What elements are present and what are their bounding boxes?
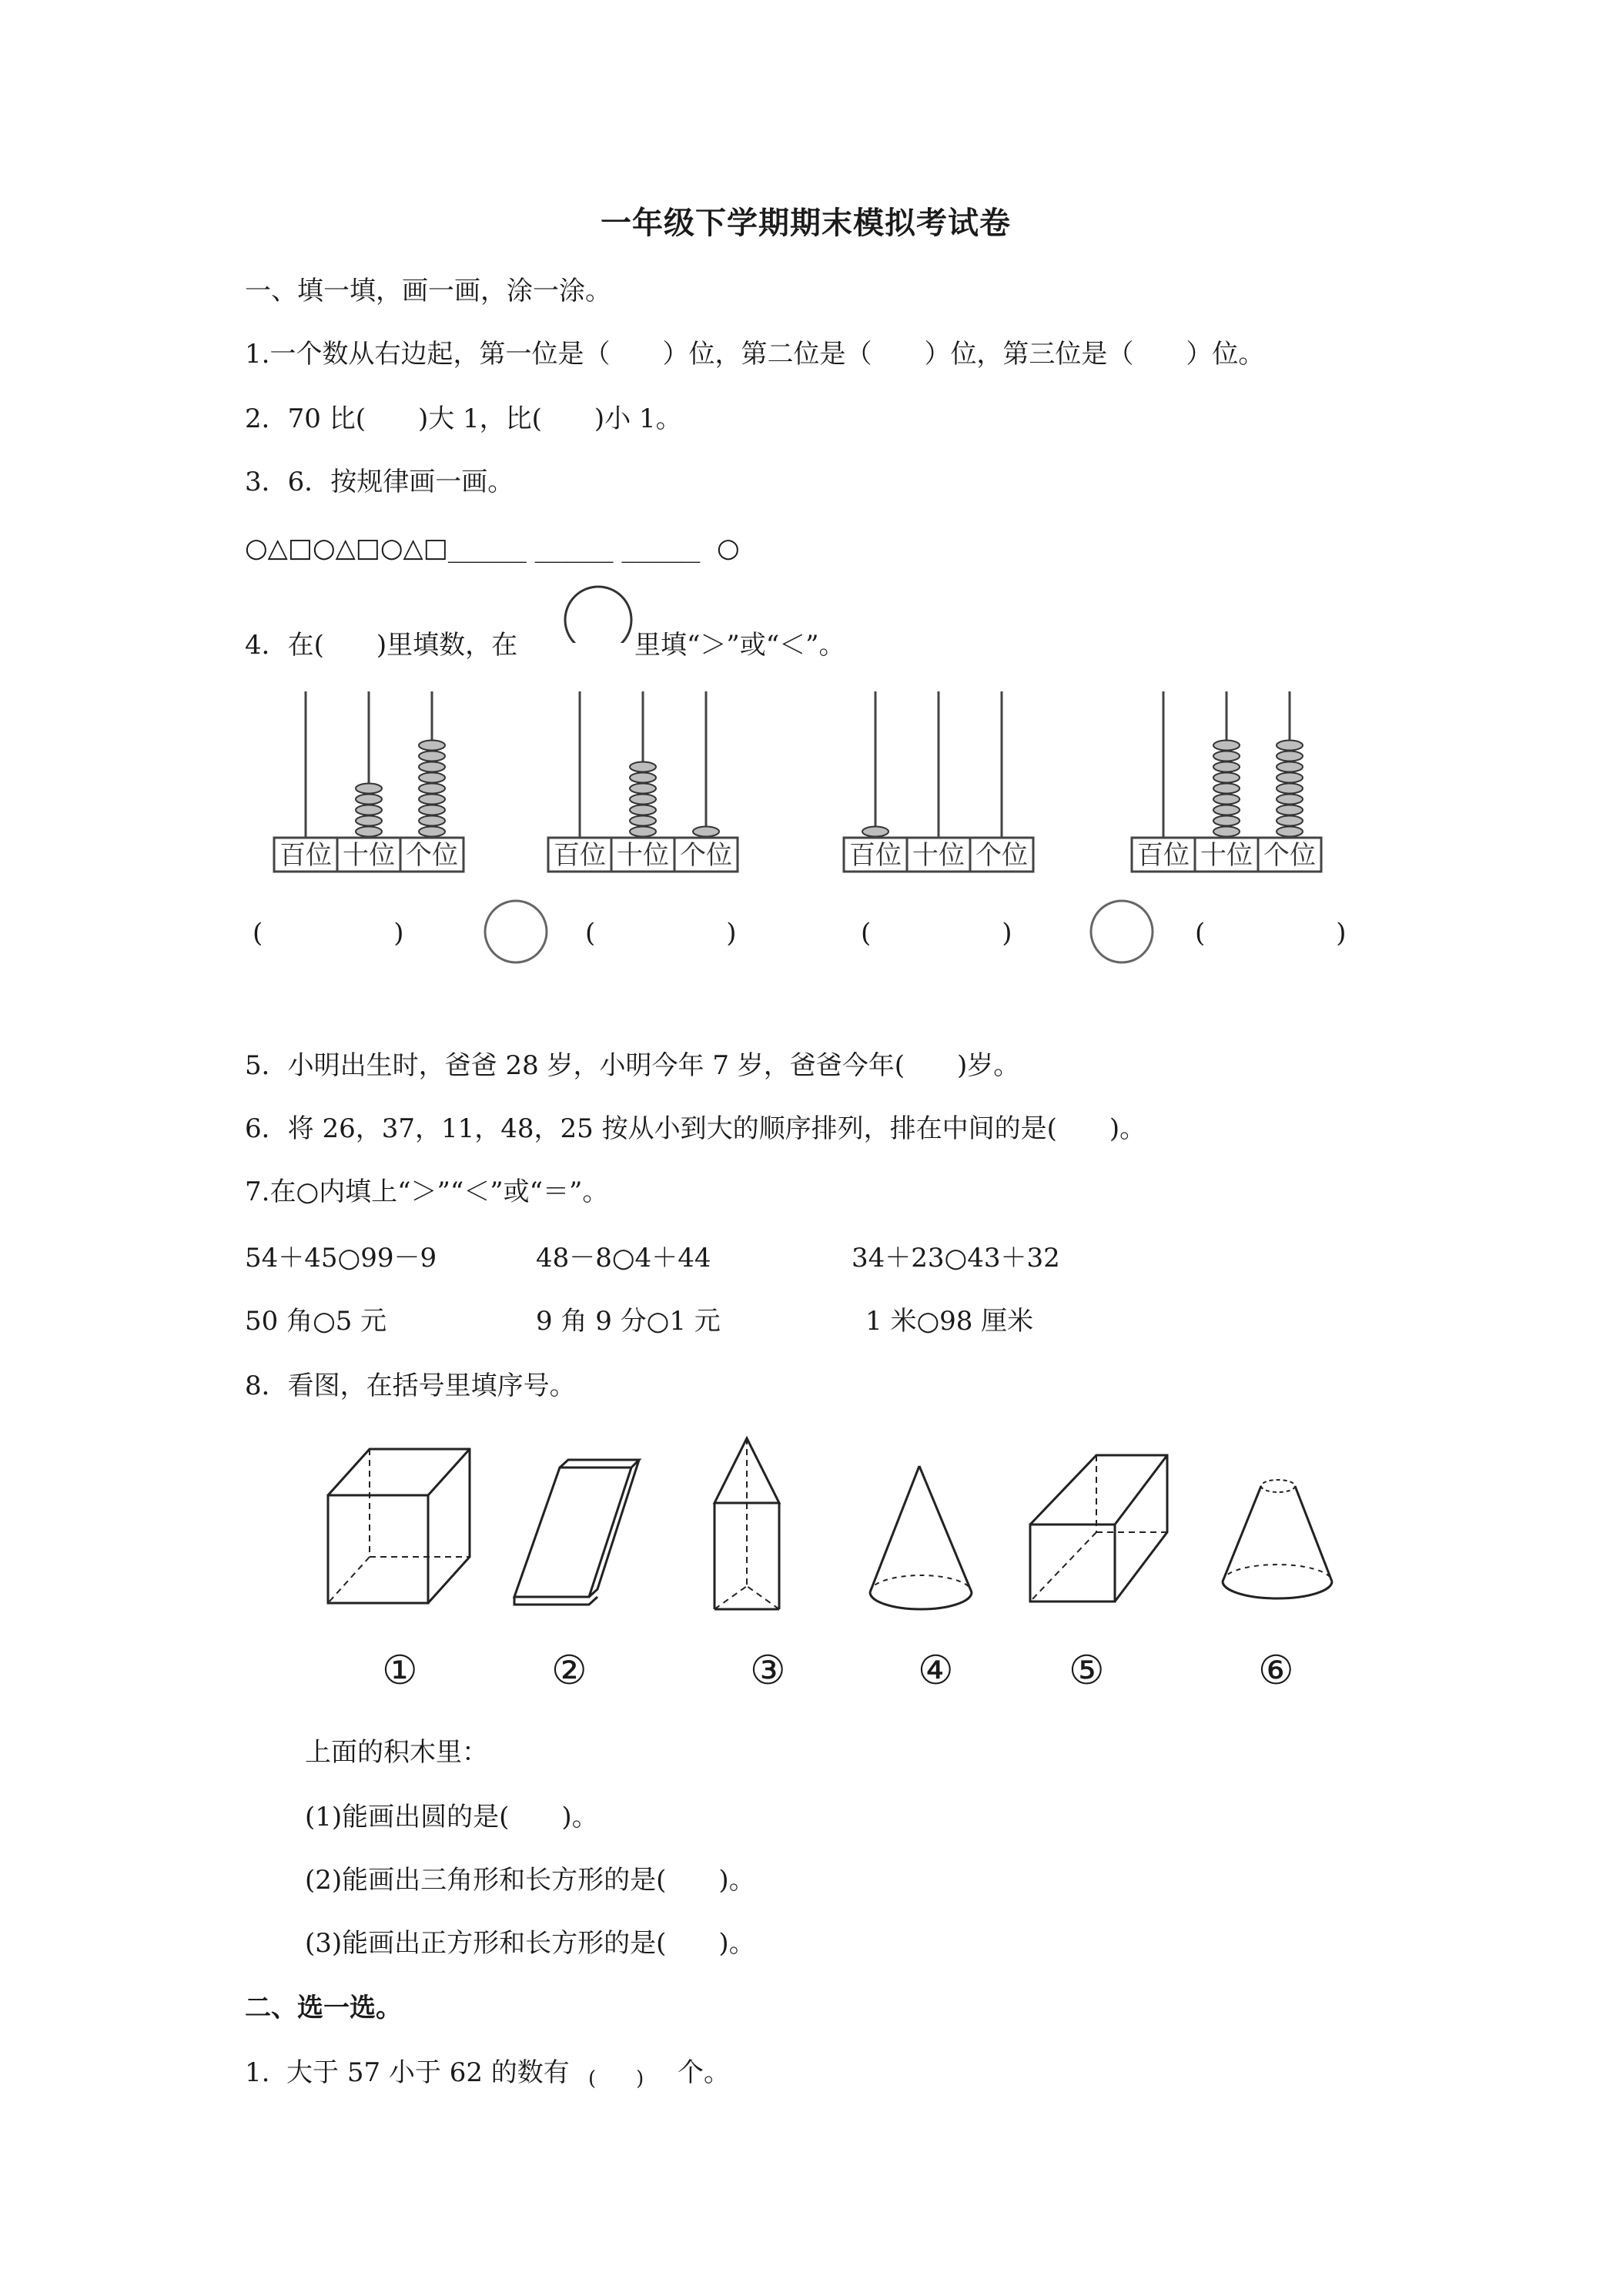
section2-question-1-paren[interactable]: ( ): [588, 2067, 644, 2090]
question-4-prefix: 4．在( )里填数，在: [245, 630, 518, 661]
question-2: 2．70 比( )大 1，比( )小 1。: [245, 403, 682, 434]
abacus-1: [274, 691, 463, 872]
section2-question-1-tail: 个。: [678, 2057, 730, 2088]
abacus-bead: [356, 795, 382, 805]
abacus-bead: [419, 795, 445, 805]
abacus-bead: [630, 773, 656, 783]
abacus-place-label: 十位: [912, 840, 965, 871]
abacus-bead: [419, 751, 445, 761]
page-title: 一年级下学期期末模拟考试卷: [601, 205, 1011, 241]
section-heading-1: 一、填一填，画一画，涂一涂。: [245, 276, 611, 306]
compare-item-r2c1: 50 角○5 元: [245, 1306, 387, 1337]
compare-item-r1c1: 54＋45○99－9: [245, 1243, 437, 1274]
abacus-bead: [419, 773, 445, 783]
abacus-place-label: 个位: [975, 840, 1028, 871]
question-8-sub-3: (3)能画出正方形和长方形的是( )。: [305, 1928, 755, 1959]
abacus-blank-2[interactable]: ( ): [585, 918, 737, 949]
compare-item-r1c2: 48－8○4＋44: [536, 1243, 711, 1274]
abacus-bead: [1213, 762, 1240, 772]
abacus-bead: [356, 816, 382, 826]
abacus-blank-1[interactable]: ( ): [253, 918, 404, 949]
compare-item-r1c3: 34＋23○43＋32: [852, 1243, 1060, 1274]
question-8-intro: 上面的积木里：: [305, 1737, 488, 1768]
abacus-bead: [1277, 741, 1303, 751]
abacus-place-label: 百位: [554, 840, 606, 871]
abacus-bead: [630, 762, 656, 772]
question-5: 5．小明出生时，爸爸 28 岁，小明今年 7 岁，爸爸今年( )岁。: [245, 1050, 1020, 1081]
shape-label-3: ③: [750, 1648, 786, 1694]
abacus-bead: [1277, 751, 1303, 761]
section-heading-2: 二、选一选。: [245, 1993, 402, 2023]
abacus-bead: [1277, 773, 1303, 783]
abacus-bead: [1213, 805, 1240, 815]
abacus-bead: [1277, 827, 1303, 837]
abacus-blank-4[interactable]: ( ): [1195, 918, 1347, 949]
question-1: 1.一个数从右边起，第一位是（ ）位，第二位是（ ）位，第三位是（ ）位。: [245, 339, 1265, 370]
abacus-bead: [630, 805, 656, 815]
pattern-sequence: ○△□○△□○△□______ ______ ______ ○: [245, 533, 740, 564]
question-7: 7.在○内填上“＞”“＜”或“＝”。: [245, 1176, 609, 1207]
abacus-place-label: 十位: [343, 840, 395, 871]
abacus-bead: [1277, 795, 1303, 805]
question-4-suffix: 里填“＞”或“＜”。: [634, 630, 845, 661]
compare-item-r2c2: 9 角 9 分○1 元: [536, 1306, 721, 1337]
abacus-place-label: 十位: [617, 840, 669, 871]
compare-item-r2c3: 1 米○98 厘米: [865, 1306, 1034, 1337]
abacus-4: [1132, 691, 1321, 872]
abacus-bead: [419, 784, 445, 794]
section2-question-1: 1. 大于 57 小于 62 的数有: [245, 2057, 570, 2088]
question-3: 3．6．按规律画一画。: [245, 467, 514, 497]
abacus-place-label: 个位: [406, 840, 458, 871]
shape-label-2: ②: [551, 1648, 587, 1694]
question-8-sub-2: (2)能画出三角形和长方形的是( )。: [305, 1865, 755, 1896]
abacus-place-label: 百位: [1137, 840, 1190, 871]
abacus-bead: [356, 784, 382, 794]
abacus-bead: [630, 795, 656, 805]
abacus-blank-3[interactable]: ( ): [861, 918, 1012, 949]
abacus-bead: [630, 816, 656, 826]
abacus-bead: [1277, 816, 1303, 826]
question-8: 8．看图，在括号里填序号。: [245, 1371, 576, 1401]
abacus-bead: [419, 827, 445, 837]
abacus-bead: [630, 784, 656, 794]
shape-label-5: ⑤: [1069, 1648, 1105, 1694]
abacus-bead: [1213, 741, 1240, 751]
abacus-bead: [1213, 827, 1240, 837]
abacus-bead: [1213, 773, 1240, 783]
abacus-place-label: 个位: [1263, 840, 1316, 871]
abacus-bead: [1277, 762, 1303, 772]
abacus-2: [548, 691, 738, 872]
abacus-bead: [1277, 805, 1303, 815]
abacus-place-label: 百位: [279, 840, 332, 871]
abacus-bead: [419, 762, 445, 772]
abacus-bead: [356, 827, 382, 837]
abacus-bead: [419, 805, 445, 815]
shape-label-4: ④: [918, 1648, 954, 1694]
abacus-place-label: 个位: [680, 840, 732, 871]
abacus-place-label: 十位: [1200, 840, 1253, 871]
shape-label-1: ①: [382, 1648, 418, 1694]
abacus-bead: [630, 827, 656, 837]
abacus-bead: [419, 816, 445, 826]
abacus-bead: [1213, 816, 1240, 826]
abacus-bead: [693, 827, 719, 837]
question-8-sub-1: (1)能画出圆的是( )。: [305, 1802, 598, 1832]
abacus-bead: [1213, 784, 1240, 794]
abacus-bead: [356, 805, 382, 815]
abacus-bead: [419, 741, 445, 751]
abacus-bead: [1213, 751, 1240, 761]
abacus-bead: [1277, 784, 1303, 794]
abacus-3: [844, 691, 1033, 872]
abacus-place-label: 百位: [849, 840, 902, 871]
shape-label-6: ⑥: [1258, 1648, 1294, 1694]
abacus-bead: [862, 827, 888, 837]
question-6: 6．将 26，37，11，48，25 按从小到大的顺序排列，排在中间的是( )。: [245, 1113, 1146, 1144]
abacus-bead: [1213, 795, 1240, 805]
